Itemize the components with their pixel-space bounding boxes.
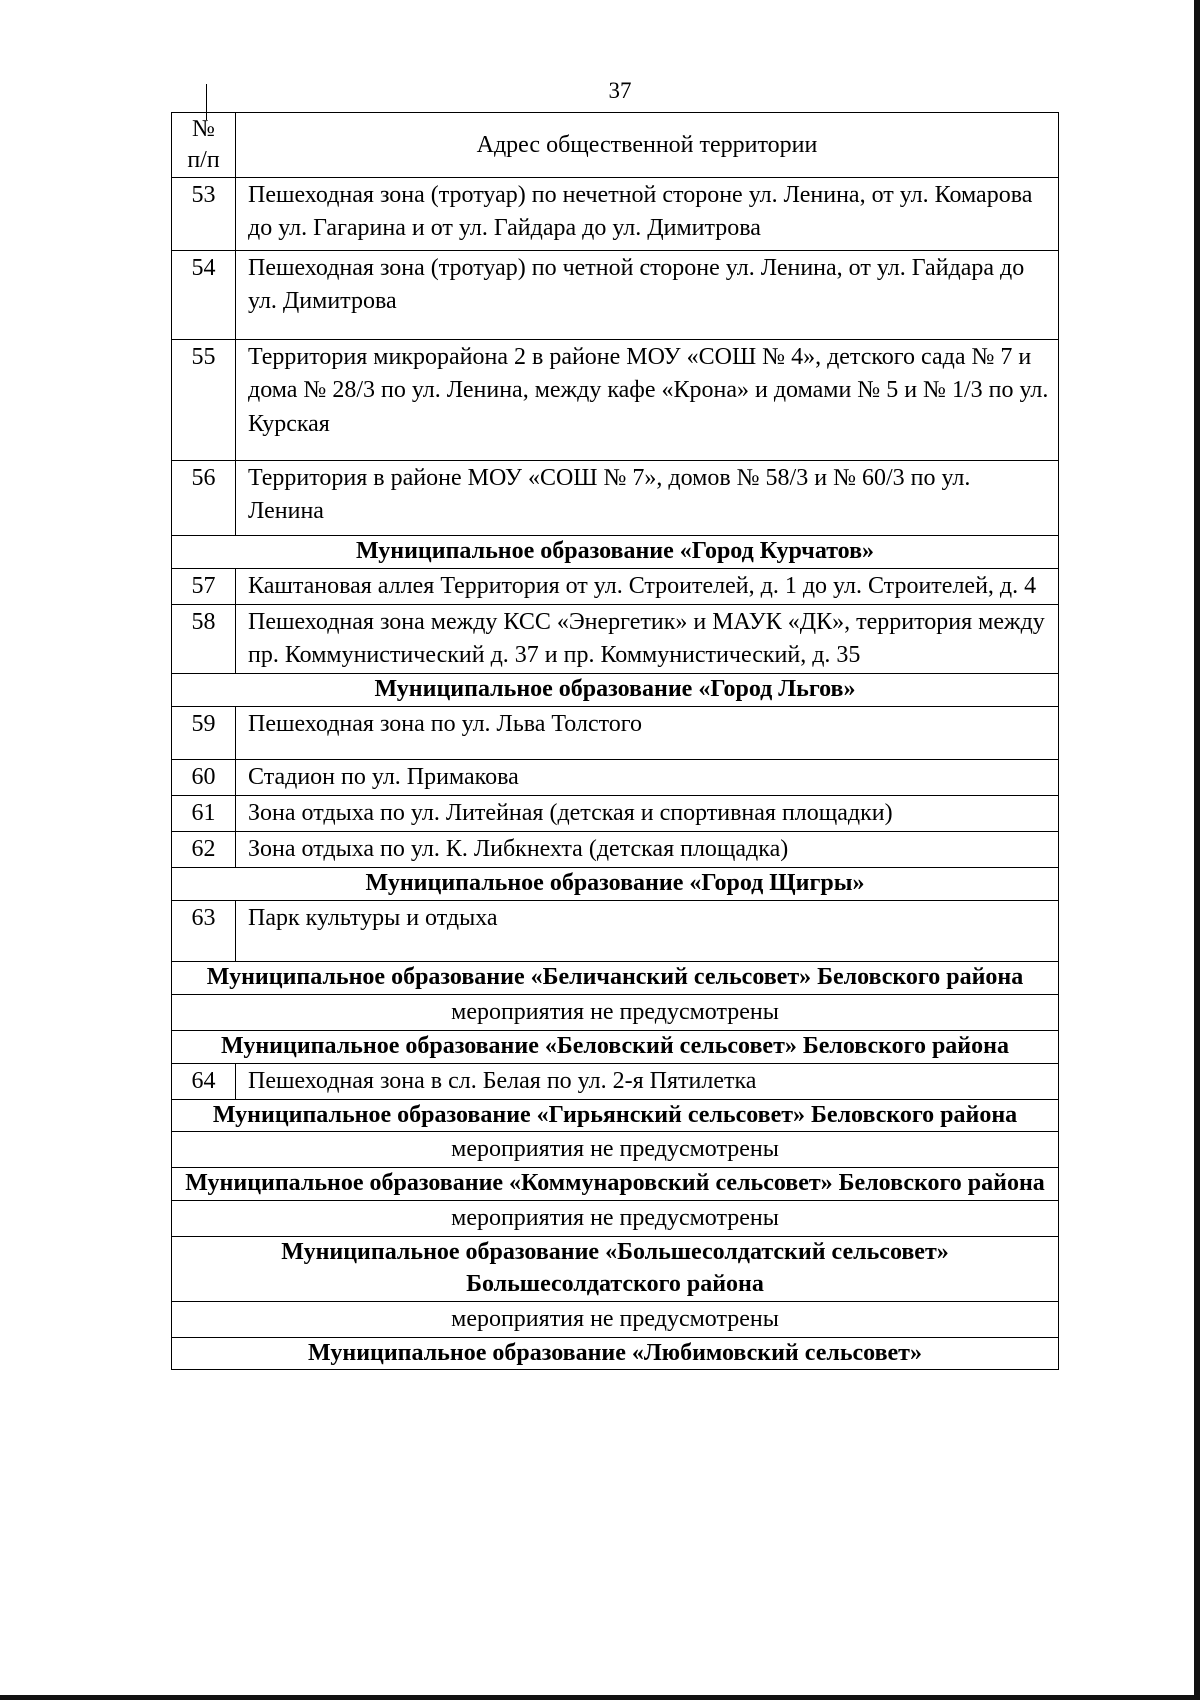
section-heading-row xyxy=(172,1168,1059,1201)
note-row xyxy=(172,1132,1059,1168)
no-activities-note: мероприятия не предусмотрены xyxy=(172,1132,1059,1168)
table-row xyxy=(172,707,1059,760)
section-heading: Муниципальное образование «Беловский сельсовет» Беловского района xyxy=(172,1030,1059,1063)
table-header-row xyxy=(172,113,1059,178)
row-address: Парк культуры и отдыха xyxy=(236,901,1059,962)
table-row xyxy=(172,178,1059,251)
row-address: Пешеходная зона (тротуар) по четной стороне ул. Ленина, от ул. Гайдара до ул. Димитрова xyxy=(236,251,1059,340)
table-row xyxy=(172,605,1059,674)
section-heading: Муниципальное образование «Гирьянский сельсовет» Беловского района xyxy=(172,1099,1059,1132)
scan-border-bottom xyxy=(0,1695,1200,1700)
row-address: Пешеходная зона в сл. Белая по ул. 2-я Пятилетка xyxy=(236,1063,1059,1099)
row-number: 57 xyxy=(172,569,236,605)
no-activities-note: мероприятия не предусмотрены xyxy=(172,1201,1059,1237)
section-heading-row xyxy=(172,536,1059,569)
section-heading-row xyxy=(172,1337,1059,1370)
column-header-address: Адрес общественной территории xyxy=(236,113,1059,178)
note-row xyxy=(172,994,1059,1030)
section-heading-row xyxy=(172,962,1059,995)
row-number: 60 xyxy=(172,760,236,796)
row-number: 56 xyxy=(172,461,236,536)
section-heading: Муниципальное образование «Город Курчатов» xyxy=(172,536,1059,569)
table-row xyxy=(172,251,1059,340)
section-heading-row xyxy=(172,674,1059,707)
row-number: 62 xyxy=(172,832,236,868)
section-heading-row xyxy=(172,1099,1059,1132)
note-row xyxy=(172,1201,1059,1237)
row-number: 55 xyxy=(172,340,236,461)
row-address: Каштановая аллея Территория от ул. Строителей, д. 1 до ул. Строителей, д. 4 xyxy=(236,569,1059,605)
row-address: Пешеходная зона по ул. Льва Толстого xyxy=(236,707,1059,760)
scan-border-right xyxy=(1194,0,1200,1700)
section-heading-row xyxy=(172,1030,1059,1063)
row-number: 58 xyxy=(172,605,236,674)
territory-table xyxy=(171,112,1059,1370)
section-heading: Муниципальное образование «Коммунаровский сельсовет» Беловского района xyxy=(172,1168,1059,1201)
table-body xyxy=(172,178,1059,1370)
no-activities-note: мероприятия не предусмотрены xyxy=(172,1301,1059,1337)
no-activities-note: мероприятия не предусмотрены xyxy=(172,994,1059,1030)
row-number: 54 xyxy=(172,251,236,340)
section-heading: Муниципальное образование «Беличанский сельсовет» Беловского района xyxy=(172,962,1059,995)
row-address: Территория микрорайона 2 в районе МОУ «СОШ № 4», детского сада № 7 и дома № 28/3 по ул. Ленина, между кафе «Крона» и домами № 5 и № 1/3 по ул. Курская xyxy=(236,340,1059,461)
table-row xyxy=(172,832,1059,868)
row-address: Пешеходная зона между КСС «Энергетик» и МАУК «ДК», территория между пр. Коммунистический д. 37 и пр. Коммунистический, д. 35 xyxy=(236,605,1059,674)
row-number: 63 xyxy=(172,901,236,962)
row-number: 59 xyxy=(172,707,236,760)
row-address: Пешеходная зона (тротуар) по нечетной стороне ул. Ленина, от ул. Комарова до ул. Гагарина и от ул. Гайдара до ул. Димитрова xyxy=(236,178,1059,251)
table-row xyxy=(172,901,1059,962)
section-heading-row xyxy=(172,1237,1059,1301)
table-row xyxy=(172,340,1059,461)
page-number: 37 xyxy=(608,78,632,103)
row-number: 53 xyxy=(172,178,236,251)
row-address: Территория в районе МОУ «СОШ № 7», домов № 58/3 и № 60/3 по ул. Ленина xyxy=(236,461,1059,536)
table-row xyxy=(172,796,1059,832)
section-heading-row xyxy=(172,868,1059,901)
section-heading: Муниципальное образование «Город Льгов» xyxy=(172,674,1059,707)
table-row xyxy=(172,1063,1059,1099)
row-address: Зона отдыха по ул. К. Либкнехта (детская площадка) xyxy=(236,832,1059,868)
table-row xyxy=(172,569,1059,605)
table-row xyxy=(172,760,1059,796)
column-header-number xyxy=(172,113,236,178)
section-heading: Муниципальное образование «Большесолдатский сельсовет» Большесолдатского района xyxy=(172,1237,1059,1301)
section-heading: Муниципальное образование «Город Щигры» xyxy=(172,868,1059,901)
section-heading: Муниципальное образование «Любимовский сельсовет» xyxy=(172,1337,1059,1370)
note-row xyxy=(172,1301,1059,1337)
row-number: 64 xyxy=(172,1063,236,1099)
row-address: Стадион по ул. Примакова xyxy=(236,760,1059,796)
row-number: 61 xyxy=(172,796,236,832)
row-address: Зона отдыха по ул. Литейная (детская и спортивная площадки) xyxy=(236,796,1059,832)
table-row xyxy=(172,461,1059,536)
column-header-number-text: № п/п xyxy=(187,116,220,174)
